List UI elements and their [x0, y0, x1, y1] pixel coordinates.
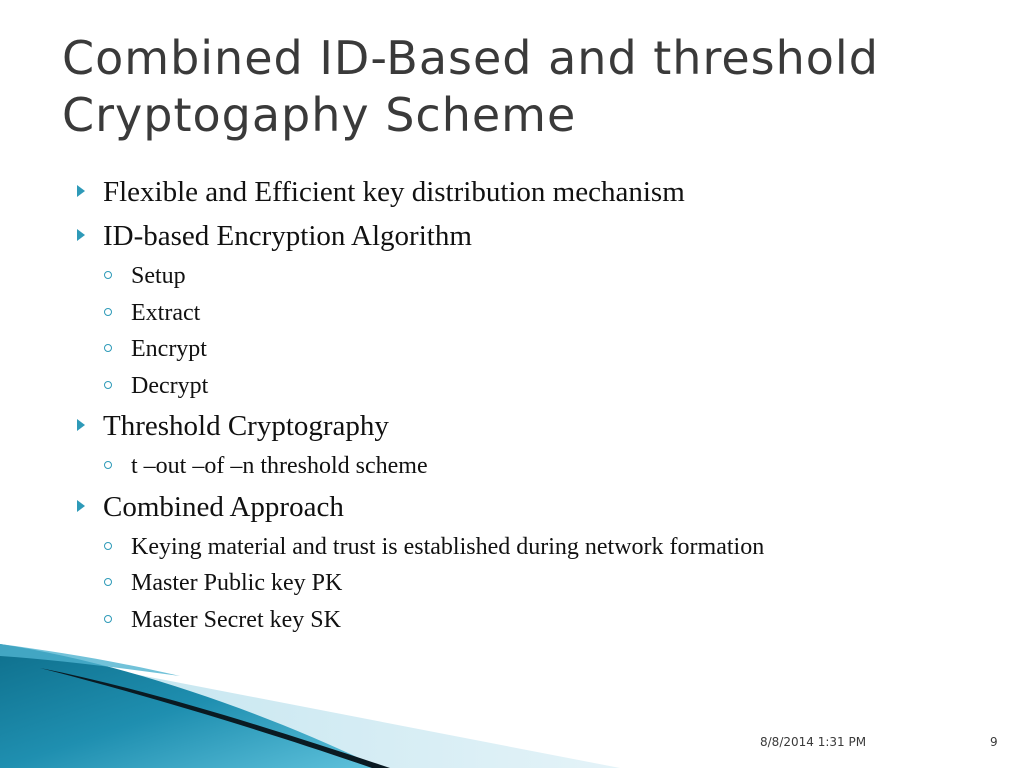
bullet-text: Combined Approach: [103, 490, 344, 523]
slide-title-line-2: Cryptogaphy Scheme: [62, 88, 577, 142]
triangle-bullet-icon: [77, 185, 85, 197]
bullet-item: [74, 214, 974, 258]
bullet-item: [74, 485, 974, 529]
circle-bullet-icon: [104, 578, 112, 586]
sub-bullet-item: [74, 529, 974, 566]
bullet-item: [74, 170, 974, 214]
circle-bullet-icon: [104, 461, 112, 469]
slide-title-line-1: Combined ID-Based and threshold: [62, 31, 879, 85]
sub-bullet-item: [74, 448, 974, 485]
sub-bullet-text: Master Public key PK: [131, 570, 343, 596]
sub-bullet-text: Setup: [131, 263, 186, 289]
footer-date: 8/8/2014 1:31 PM: [760, 735, 867, 749]
sub-bullet-item: [74, 331, 974, 368]
sub-bullet-text: Keying material and trust is established during network formation: [131, 533, 765, 560]
bullet-item: [74, 404, 974, 448]
sub-bullet-text: t –out –of –n threshold scheme: [131, 453, 428, 479]
bullet-text: ID-based Encryption Algorithm: [103, 220, 472, 252]
slide-title: [62, 30, 1002, 144]
sub-bullet-item: [74, 368, 974, 405]
sub-bullet-item: [74, 602, 974, 639]
sub-bullet-text: Encrypt: [131, 336, 207, 362]
corner-wave-decoration: [0, 640, 620, 768]
sub-bullet-text: Master Secret key SK: [131, 606, 341, 633]
circle-bullet-icon: [104, 344, 112, 352]
slide-number: 9: [990, 735, 998, 749]
sub-bullet-item: [74, 258, 974, 295]
sub-bullet-text: Extract: [131, 299, 201, 326]
circle-bullet-icon: [104, 271, 112, 279]
bullet-list: [74, 170, 974, 638]
sub-bullet-item: [74, 565, 974, 602]
sub-bullet-item: [74, 295, 974, 332]
bullet-text: Threshold Cryptography: [103, 410, 389, 442]
circle-bullet-icon: [104, 381, 112, 389]
triangle-bullet-icon: [77, 419, 85, 431]
triangle-bullet-icon: [77, 229, 85, 241]
sub-bullet-text: Decrypt: [131, 372, 209, 399]
circle-bullet-icon: [104, 308, 112, 316]
circle-bullet-icon: [104, 615, 112, 623]
circle-bullet-icon: [104, 542, 112, 550]
bullet-text: Flexible and Efficient key distribution mechanism: [103, 176, 685, 208]
triangle-bullet-icon: [77, 500, 85, 512]
